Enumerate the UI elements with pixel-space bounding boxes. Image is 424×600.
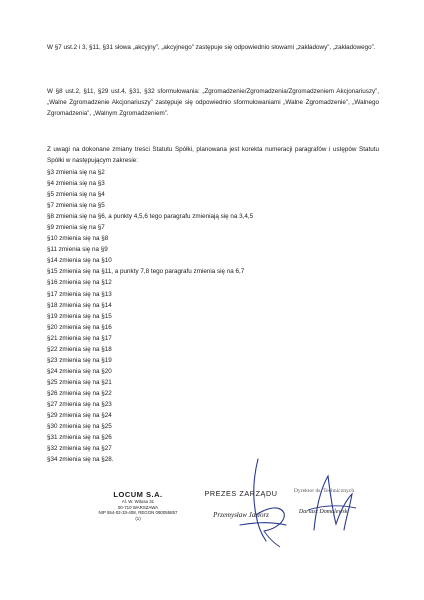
numbering-change-item: §16 zmienia się na §12 [47,279,112,287]
numbering-change-item: §9 zmienia się na §7 [47,224,105,232]
company-city: 00-710 WARSZAWA [117,504,159,510]
paragraph-2: W §8 ust.2, §11, §29 ust.4, §31, §32 sformułowania: „Zgromadzenie/Zgromadzenia/Zgromadzeniem Akcjonariuszy”, „Walne Zgromadzenie Akcjonariuszy” zastępuje się odpowiednio sformułowaniami „Walne Zgromadzenie”, „Walnego Zgromadzenia”, „Walnym Zgromadzeniem”. [47,88,379,117]
president-name: Przemysław Jasiorz [213,511,269,519]
company-address: Al. W. Witosa 31 [121,499,155,504]
numbering-change-item: §32 zmienia się na §27 [47,445,112,453]
numbering-change-item: §10 zmienia się na §8 [47,235,109,243]
numbering-change-item: §7 zmienia się na §5 [47,202,105,210]
numbering-change-item: §30 zmienia się na §25 [47,423,112,431]
director-stamp [284,488,364,515]
company-ids: NIP 554-02-33-408, REGON 090055857 [98,510,178,516]
numbering-change-item: §21 zmienia się na §17 [47,334,112,342]
paragraph-3: Z uwagi na dokonane zmiany treści Statutu Spółki, planowana jest korekta numeracji paragrafów i ustępów Statutu Spółki w następującym zakresie: [47,146,379,164]
numbering-change-item: §4 zmienia się na §3 [47,180,105,188]
numbering-change-item: §26 zmienia się na §22 [47,389,112,397]
numbering-change-item: §23 zmienia się na §19 [47,356,112,364]
company-stamp-mark: (1) [135,515,141,521]
numbering-change-item: §22 zmienia się na §18 [47,345,112,353]
numbering-changes-list [47,167,253,465]
numbering-change-item: §3 zmienia się na §2 [47,169,105,176]
numbering-change-item: §24 zmienia się na §20 [47,367,112,375]
numbering-change-item: §14 zmienia się na §10 [47,257,112,265]
president-stamp [202,489,280,519]
president-title: PREZES ZARZĄDU [204,489,278,498]
paragraph-1: W §7 ust.2 i 3, §11, §31 słowa „akcyjny”, „akcyjnego” zastępuje się odpowiednio słowami „zakładowy”, „zakładowego”. [47,44,376,51]
company-name: LOCUM S.A. [113,490,163,499]
numbering-change-item: §31 zmienia się na §26 [47,434,112,442]
numbering-change-item: §20 zmienia się na §16 [47,323,112,331]
director-name: Dariusz Domalewski [298,509,350,515]
numbering-change-item: §15 zmienia się na §11, a punkty 7,8 tego paragrafu zmienia się na 6,7 [47,268,245,276]
numbering-change-item: §34 zmienia się na §28. [47,456,114,464]
director-title: Dyrektor ds. Technicznych [293,488,355,494]
numbering-change-item: §29 zmienia się na §24 [47,412,112,420]
numbering-change-item: §11 zmienia się na §9 [47,246,108,254]
numbering-change-item: §17 zmienia się na §13 [47,290,112,298]
numbering-change-item: §25 zmienia się na §21 [47,378,112,386]
numbering-change-item: §19 zmienia się na §15 [47,312,112,320]
numbering-change-item: §5 zmienia się na §4 [47,191,105,199]
company-stamp [92,490,184,521]
numbering-change-item: §27 zmienia się na §23 [47,400,112,408]
numbering-change-item: §8 zmienia się na §6, a punkty 4,5,6 tego paragrafu zmieniają się na 3,4,5 [47,213,254,221]
numbering-change-item: §18 zmienia się na §14 [47,301,112,309]
